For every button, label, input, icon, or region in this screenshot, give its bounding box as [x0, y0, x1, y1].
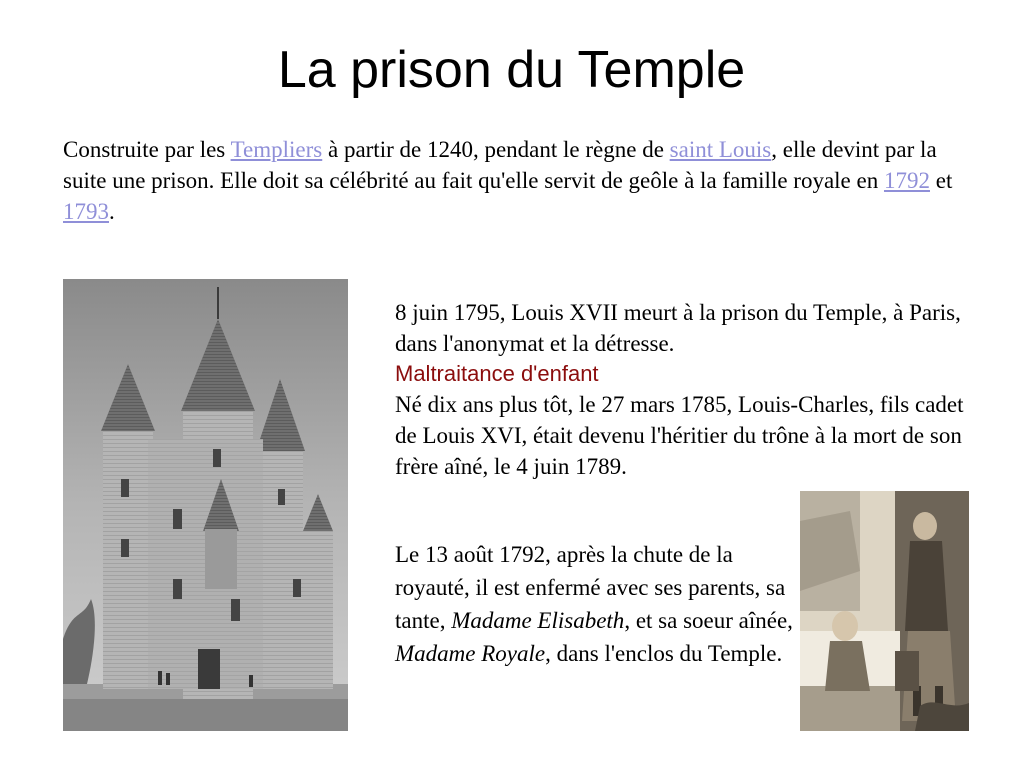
link-1792[interactable]: 1792: [883, 168, 930, 193]
right-text-block: [395, 297, 975, 482]
slide-title: La prison du Temple: [277, 41, 746, 99]
intro-paragraph: [63, 134, 963, 227]
child-jailer-engraving: [800, 491, 969, 731]
link-saint-louis[interactable]: saint Louis: [669, 137, 772, 162]
imprisonment-paragraph: [395, 538, 795, 670]
link-templiers[interactable]: Templiers: [230, 137, 323, 162]
intro-text-5: .: [109, 199, 115, 224]
intro-text-4: et: [929, 168, 953, 193]
p2-text-e: , dans l'enclos du Temple.: [545, 641, 783, 666]
intro-text-1: Construite par les: [63, 137, 231, 162]
death-announcement: 8 juin 1795, Louis XVII meurt à la prison du Temple, à Paris, dans l'anonymat et la détresse.: [395, 300, 961, 356]
p2-text-a: Le 13 août 1792, après la chute de la royauté, il est enfermé avec ses parents, sa tante,: [395, 542, 786, 633]
link-1793[interactable]: 1793: [63, 199, 109, 224]
intro-text-2: à partir de 1240, pendant le règne de: [322, 137, 670, 162]
intro-text-3: , elle devint par la suite une prison. Elle doit sa célébrité au fait qu'elle servit de geôle à la famille royale en: [63, 137, 937, 193]
subtitle-maltraitance: Maltraitance d'enfant: [395, 361, 599, 386]
birth-paragraph: Né dix ans plus tôt, le 27 mars 1785, Louis-Charles, fils cadet de Louis XVI, était devenu l'héritier du trône à la mort de son frère aîné, le 4 juin 1789.: [395, 392, 964, 479]
madame-elisabeth: Madame Elisabeth: [451, 608, 625, 633]
temple-tower-engraving: [63, 279, 348, 731]
p2-text-c: , et sa soeur aînée,: [624, 608, 793, 633]
madame-royale: Madame Royale: [395, 641, 546, 666]
